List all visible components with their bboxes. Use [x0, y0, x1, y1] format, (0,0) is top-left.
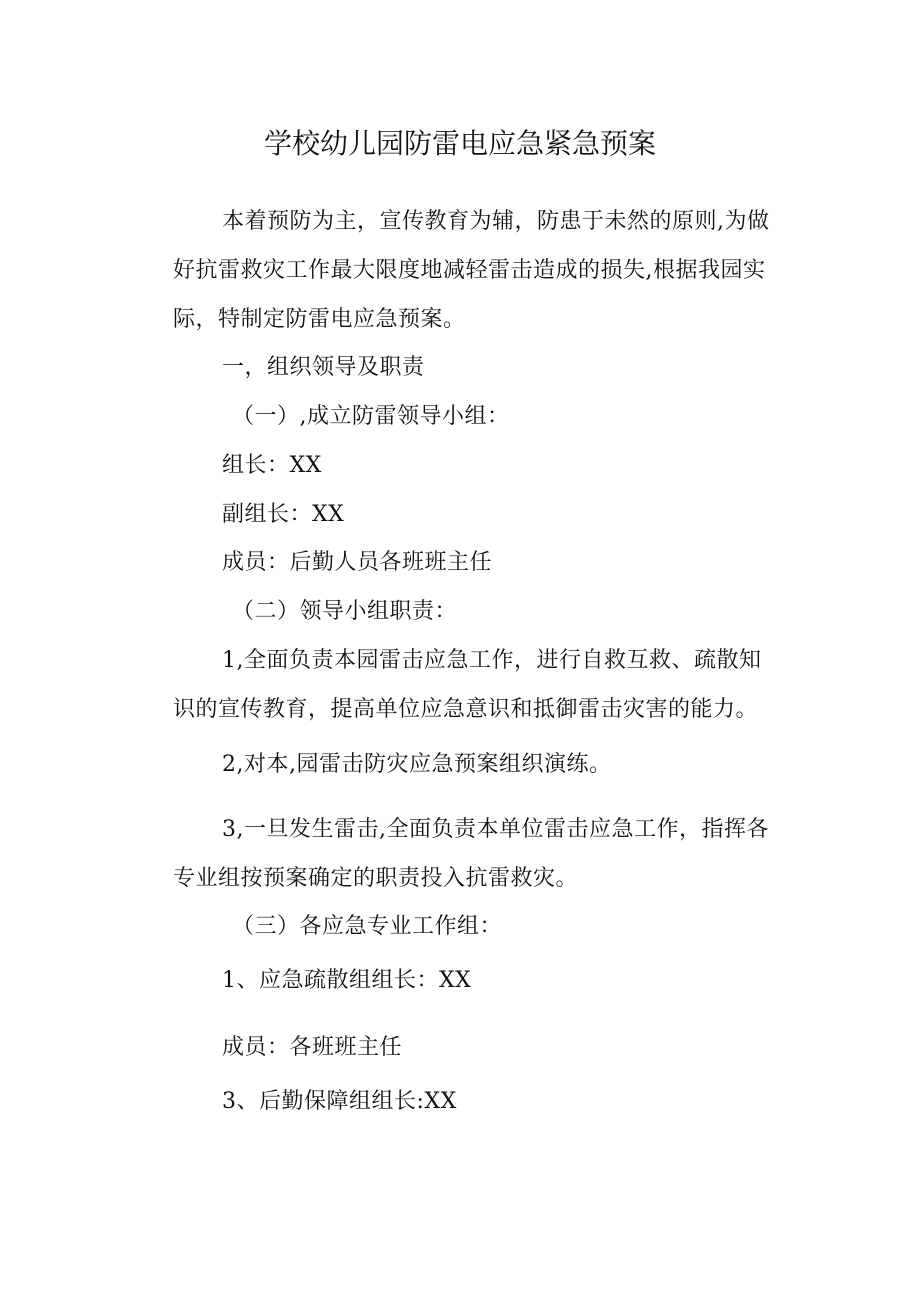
paragraph-line: 本着预防为主，宣传教育为辅，防患于未然的原则,为做 — [222, 209, 770, 234]
subsection-heading: （三）各应急专业工作组： — [232, 914, 503, 939]
section-heading: 一，组织领导及职责 — [222, 355, 425, 380]
subsection-heading: （二）领导小组职责： — [232, 599, 458, 624]
paragraph-line: 成员：后勤人员各班班主任 — [222, 550, 493, 575]
paragraph-line: 专业组按预案确定的职责投入抗雷救灾。 — [173, 866, 579, 891]
paragraph-line: 组长：XX — [222, 453, 322, 478]
paragraph-line: 际，特制定防雷电应急预案。 — [173, 307, 466, 332]
paragraph-line: 副组长：XX — [222, 502, 345, 527]
paragraph-line: 3、后勤保障组组长:XX — [222, 1089, 457, 1114]
paragraph-line: 1,全面负责本园雷击应急工作，进行自救互救、疏散知 — [222, 648, 762, 673]
paragraph-line: 1、应急疏散组组长：XX — [222, 968, 472, 993]
subsection-heading: （一）,成立防雷领导小组： — [232, 404, 510, 429]
paragraph-line: 识的宣传教育，提高单位应急意识和抵御雷击灾害的能力。 — [173, 697, 759, 722]
paragraph-line: 好抗雷救灾工作最大限度地减轻雷击造成的损失,根据我园实 — [173, 258, 766, 283]
paragraph-line: 2,对本,园雷击防灾应急预案组织演练。 — [222, 752, 612, 777]
document-title: 学校幼儿园防雷电应急紧急预案 — [263, 127, 656, 160]
paragraph-line: 3,一旦发生雷击,全面负责本单位雷击应急工作，指挥各 — [222, 817, 769, 842]
paragraph-line: 成员：各班班主任 — [222, 1035, 403, 1060]
